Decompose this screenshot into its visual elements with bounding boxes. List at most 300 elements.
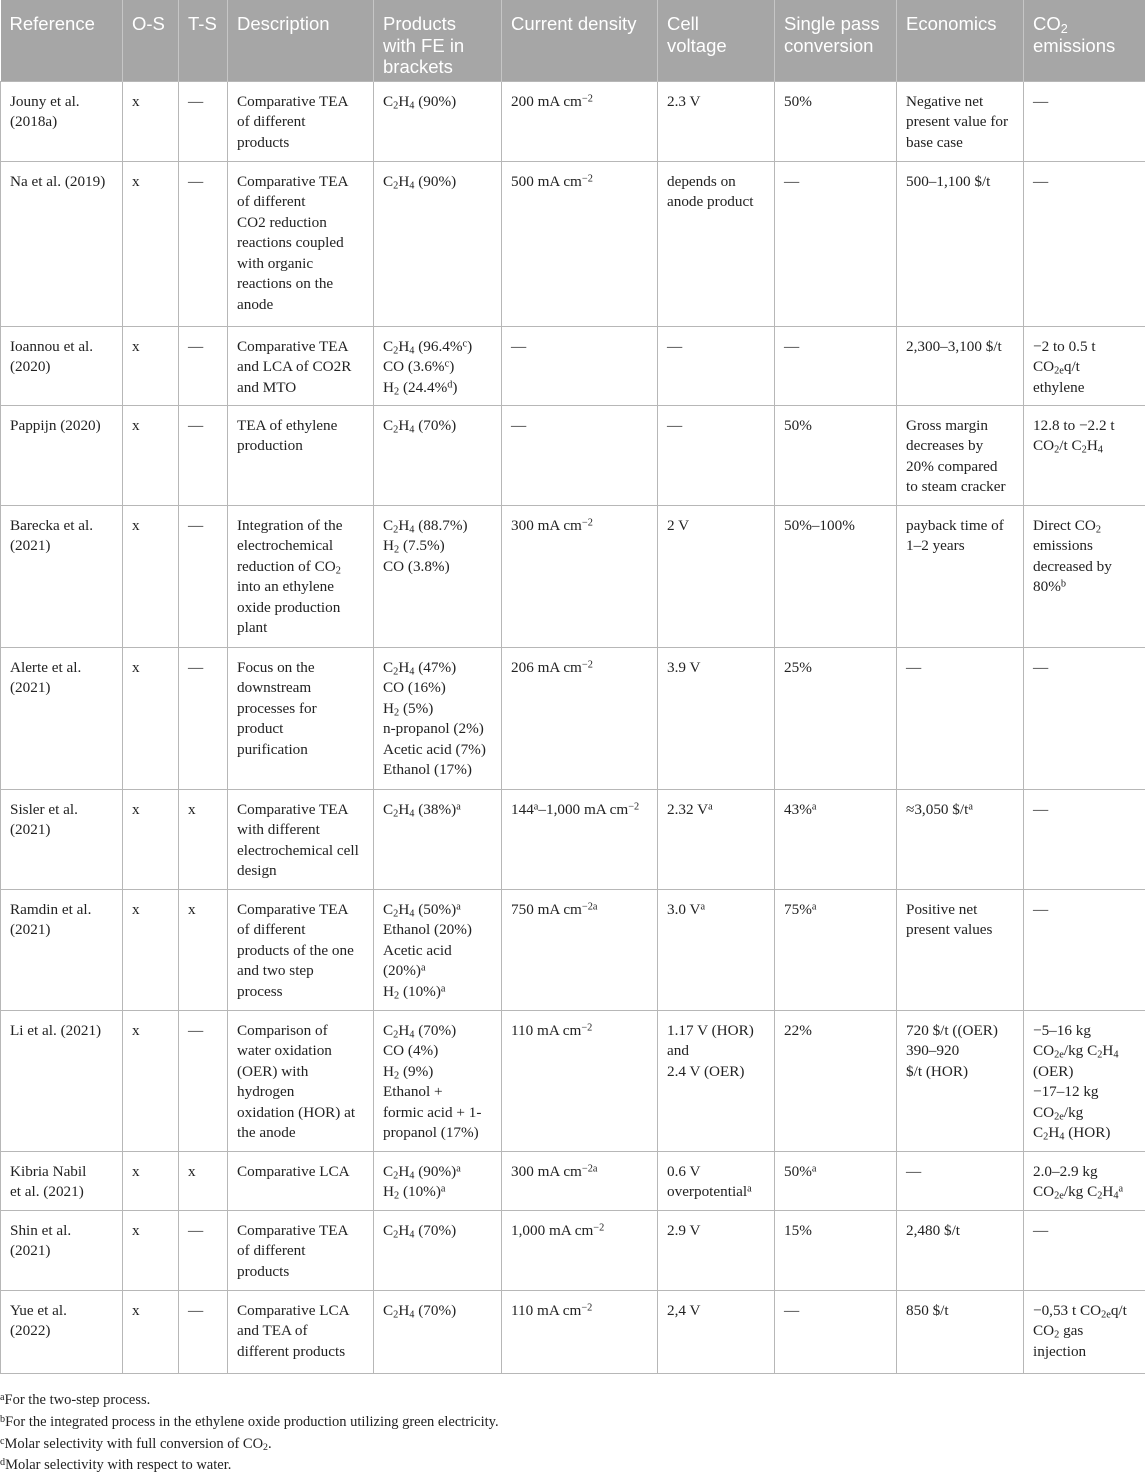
header-line: voltage bbox=[667, 35, 766, 57]
cell-line: (2021) bbox=[10, 536, 113, 557]
cell-line: products bbox=[237, 133, 364, 154]
cell-line: Direct $CO_2$ bbox=[1033, 516, 1136, 537]
header-products bbox=[374, 0, 502, 81]
cell-line: −2 to 0.5 t bbox=[1033, 337, 1136, 358]
cell-co2-emissions bbox=[1024, 647, 1145, 789]
cell-reference bbox=[1, 1210, 123, 1290]
cell-current-density bbox=[502, 1290, 658, 1373]
cell-line: $C_2H_4$ (96.4%$^c$) bbox=[383, 337, 492, 358]
cell-t-s bbox=[179, 1290, 228, 1373]
cell-line: x bbox=[132, 92, 169, 113]
cell-co2-emissions bbox=[1024, 326, 1145, 405]
header-line: Current density bbox=[511, 13, 649, 35]
cell-line: $H_2$ (5%) bbox=[383, 699, 492, 720]
cell-line: $CO_2$ gas bbox=[1033, 1321, 1136, 1342]
cell-economics bbox=[897, 1210, 1024, 1290]
cell-line: decreased by bbox=[1033, 557, 1136, 578]
cell-line: $C_2H_4$ (90%) bbox=[383, 92, 492, 113]
cell-cell-voltage bbox=[658, 647, 775, 789]
cell-line: $H_2$ (24.4%$^d$) bbox=[383, 378, 492, 399]
cell-reference bbox=[1, 647, 123, 789]
cell-line: 500–1,100 $/t bbox=[906, 172, 1014, 193]
cell-line: Kibria Nabil bbox=[10, 1162, 113, 1183]
cell-line: anode product bbox=[667, 192, 765, 213]
cell-o-s bbox=[123, 1210, 179, 1290]
cell-line: Li et al. (2021) bbox=[10, 1021, 113, 1042]
cell-single-pass-conversion bbox=[775, 789, 897, 889]
cell-line: Yue et al. bbox=[10, 1301, 113, 1322]
cell-current-density bbox=[502, 81, 658, 161]
cell-line: $CO_{2e}q/t$ bbox=[1033, 357, 1136, 378]
cell-line: products of the one bbox=[237, 941, 364, 962]
cell-line: 500 mA $cm^{-2}$ bbox=[511, 172, 648, 193]
cell-co2-emissions bbox=[1024, 1290, 1145, 1373]
cell-line: — bbox=[188, 416, 218, 437]
cell-products bbox=[374, 1010, 502, 1151]
header-line: Single pass bbox=[784, 13, 888, 35]
cell-line: $C_2H_4$ (90%) bbox=[383, 172, 492, 193]
cell-line: 300 mA $cm^{-2}$ bbox=[511, 516, 648, 537]
cell-line: $C_2H_4$ (88.7%) bbox=[383, 516, 492, 537]
cell-line: Barecka et al. bbox=[10, 516, 113, 537]
cell-cell-voltage bbox=[658, 505, 775, 647]
cell-line: of different bbox=[237, 920, 364, 941]
cell-line: reactions coupled bbox=[237, 233, 364, 254]
cell-cell-voltage bbox=[658, 326, 775, 405]
cell-cell-voltage bbox=[658, 1210, 775, 1290]
cell-line: — bbox=[1033, 1221, 1136, 1242]
cell-products bbox=[374, 1210, 502, 1290]
cell-products bbox=[374, 647, 502, 789]
cell-line: 2 V bbox=[667, 516, 765, 537]
cell-line: x bbox=[132, 658, 169, 679]
cell-line: Comparison of bbox=[237, 1021, 364, 1042]
cell-line: CO (3.8%) bbox=[383, 557, 492, 578]
cell-line: — bbox=[1033, 172, 1136, 193]
cell-line: $H_2$ (7.5%) bbox=[383, 536, 492, 557]
cell-t-s bbox=[179, 647, 228, 789]
cell-line: 20% compared bbox=[906, 457, 1014, 478]
cell-line: 2.3 V bbox=[667, 92, 765, 113]
table-row bbox=[1, 161, 1145, 326]
cell-current-density bbox=[502, 647, 658, 789]
cell-line: 2,480 $/t bbox=[906, 1221, 1014, 1242]
cell-line: x bbox=[132, 800, 169, 821]
cell-t-s bbox=[179, 161, 228, 326]
cell-line: Integration of the bbox=[237, 516, 364, 537]
cell-line: — bbox=[511, 416, 648, 437]
cell-line: products bbox=[237, 1262, 364, 1283]
cell-t-s bbox=[179, 889, 228, 1010]
cell-current-density bbox=[502, 1151, 658, 1210]
cell-reference bbox=[1, 1290, 123, 1373]
cell-co2-emissions bbox=[1024, 505, 1145, 647]
footnote: $^b$For the integrated process in the ethylene oxide production utilizing green electricity. bbox=[0, 1414, 499, 1431]
cell-line: Ethanol (17%) bbox=[383, 760, 492, 781]
table-row bbox=[1, 1290, 1145, 1373]
cell-line: with different bbox=[237, 820, 364, 841]
cell-current-density bbox=[502, 1210, 658, 1290]
cell-line: ethylene bbox=[1033, 378, 1136, 399]
header-reference bbox=[1, 0, 123, 81]
cell-line: ≈3,050 $\$/t^a$ bbox=[906, 800, 1014, 821]
cell-co2-emissions bbox=[1024, 405, 1145, 505]
cell-line: 720 $/t ((OER) bbox=[906, 1021, 1014, 1042]
cell-line: oxidation (HOR) at bbox=[237, 1103, 364, 1124]
cell-economics bbox=[897, 889, 1024, 1010]
cell-line: — bbox=[1033, 92, 1136, 113]
cell-reference bbox=[1, 161, 123, 326]
header-line: $CO_2$ bbox=[1033, 13, 1138, 35]
cell-line: decreases by bbox=[906, 436, 1014, 457]
header-line: Reference bbox=[10, 13, 115, 35]
cell-line: 2,300–3,100 $/t bbox=[906, 337, 1014, 358]
cell-line: x bbox=[132, 1162, 169, 1183]
header-row bbox=[1, 0, 1145, 81]
cell-line: $H_2$ (9%) bbox=[383, 1062, 492, 1083]
cell-line: Ramdin et al. bbox=[10, 900, 113, 921]
cell-line: $H_2$ $(10\%)^a$ bbox=[383, 982, 492, 1003]
cell-line: — bbox=[784, 337, 887, 358]
cell-line: into an ethylene bbox=[237, 577, 364, 598]
header-line: Products bbox=[383, 13, 493, 35]
cell-line: 300 mA $cm^{-2a}$ bbox=[511, 1162, 648, 1183]
cell-line: 1,000 mA $cm^{-2}$ bbox=[511, 1221, 648, 1242]
cell-line: 75%$^a$ bbox=[784, 900, 887, 921]
cell-line: 25% bbox=[784, 658, 887, 679]
cell-line: anode bbox=[237, 295, 364, 316]
table-row bbox=[1, 647, 1145, 789]
cell-line: 2.0–2.9 kg bbox=[1033, 1162, 1136, 1183]
header-single-pass-conversion bbox=[775, 0, 897, 81]
footnote: $^a$For the two-step process. bbox=[0, 1392, 150, 1409]
cell-cell-voltage bbox=[658, 1010, 775, 1151]
header-co2-emissions bbox=[1024, 0, 1145, 81]
cell-economics bbox=[897, 505, 1024, 647]
cell-line: — bbox=[1033, 658, 1136, 679]
cell-line: plant bbox=[237, 618, 364, 639]
cell-line: Gross margin bbox=[906, 416, 1014, 437]
cell-line: processes for bbox=[237, 699, 364, 720]
cell-line: of different bbox=[237, 192, 364, 213]
cell-reference bbox=[1, 326, 123, 405]
cell-description bbox=[228, 405, 374, 505]
cell-line: production bbox=[237, 436, 364, 457]
cell-line: — bbox=[188, 658, 218, 679]
cell-line: Jouny et al. bbox=[10, 92, 113, 113]
cell-line: (2021) bbox=[10, 820, 113, 841]
cell-line: $C_2H_4$ (47%) bbox=[383, 658, 492, 679]
cell-single-pass-conversion bbox=[775, 889, 897, 1010]
cell-economics bbox=[897, 647, 1024, 789]
cell-line: product bbox=[237, 719, 364, 740]
cell-products bbox=[374, 326, 502, 405]
cell-line: and LCA of CO2R bbox=[237, 357, 364, 378]
cell-description bbox=[228, 1210, 374, 1290]
cell-line: Positive net bbox=[906, 900, 1014, 921]
cell-line: — bbox=[188, 516, 218, 537]
cell-line: Negative net bbox=[906, 92, 1014, 113]
header-t-s bbox=[179, 0, 228, 81]
cell-line: Ethanol (20%) bbox=[383, 920, 492, 941]
cell-reference bbox=[1, 889, 123, 1010]
cell-single-pass-conversion bbox=[775, 81, 897, 161]
cell-line: Comparative TEA bbox=[237, 1221, 364, 1242]
cell-single-pass-conversion bbox=[775, 405, 897, 505]
cell-line: and two step bbox=[237, 961, 364, 982]
cell-cell-voltage bbox=[658, 161, 775, 326]
header-line: emissions bbox=[1033, 35, 1138, 57]
cell-line: — bbox=[188, 92, 218, 113]
cell-products bbox=[374, 1290, 502, 1373]
cell-line: with organic bbox=[237, 254, 364, 275]
cell-t-s bbox=[179, 81, 228, 161]
cell-line: Comparative TEA bbox=[237, 900, 364, 921]
cell-line: CO2 reduction bbox=[237, 213, 364, 234]
cell-reference bbox=[1, 1151, 123, 1210]
cell-description bbox=[228, 889, 374, 1010]
cell-line: — bbox=[667, 337, 765, 358]
cell-line: 50%$^a$ bbox=[784, 1162, 887, 1183]
cell-line: (OER) bbox=[1033, 1062, 1136, 1083]
cell-line: — bbox=[1033, 900, 1136, 921]
cell-o-s bbox=[123, 789, 179, 889]
cell-line: Pappijn (2020) bbox=[10, 416, 113, 437]
cell-current-density bbox=[502, 1010, 658, 1151]
cell-line: of different bbox=[237, 112, 364, 133]
cell-line: x bbox=[188, 1162, 218, 1183]
cell-single-pass-conversion bbox=[775, 1290, 897, 1373]
cell-reference bbox=[1, 405, 123, 505]
cell-line: propanol (17%) bbox=[383, 1123, 492, 1144]
cell-line: Sisler et al. bbox=[10, 800, 113, 821]
cell-line: downstream bbox=[237, 678, 364, 699]
cell-economics bbox=[897, 1010, 1024, 1151]
cell-line: the anode bbox=[237, 1123, 364, 1144]
table-row bbox=[1, 1210, 1145, 1290]
cell-line: Comparative LCA bbox=[237, 1162, 364, 1183]
header-line: T-S bbox=[188, 13, 219, 35]
table-row bbox=[1, 405, 1145, 505]
cell-line: 3.9 V bbox=[667, 658, 765, 679]
cell-line: (2018a) bbox=[10, 112, 113, 133]
cell-line: Comparative TEA bbox=[237, 172, 364, 193]
cell-line: Acetic acid bbox=[383, 941, 492, 962]
cell-line: different products bbox=[237, 1342, 364, 1363]
cell-products bbox=[374, 161, 502, 326]
cell-line: CO (4%) bbox=[383, 1041, 492, 1062]
cell-line: — bbox=[906, 658, 1014, 679]
cell-o-s bbox=[123, 81, 179, 161]
cell-line: $C_2H_4$ (HOR) bbox=[1033, 1123, 1136, 1144]
table-row bbox=[1, 1151, 1145, 1210]
cell-line: reduction of $CO_2$ bbox=[237, 557, 364, 578]
cell-co2-emissions bbox=[1024, 789, 1145, 889]
cell-line: 750 mA $cm^{-2a}$ bbox=[511, 900, 648, 921]
cell-current-density bbox=[502, 505, 658, 647]
cell-line: Comparative LCA bbox=[237, 1301, 364, 1322]
cell-line: Comparative TEA bbox=[237, 800, 364, 821]
cell-products bbox=[374, 505, 502, 647]
cell-line: Na et al. (2019) bbox=[10, 172, 113, 193]
cell-line: x bbox=[132, 416, 169, 437]
cell-line: present values bbox=[906, 920, 1014, 941]
cell-t-s bbox=[179, 326, 228, 405]
cell-cell-voltage bbox=[658, 1290, 775, 1373]
cell-o-s bbox=[123, 161, 179, 326]
cell-line: x bbox=[132, 337, 169, 358]
cell-line: (2021) bbox=[10, 678, 113, 699]
cell-o-s bbox=[123, 1290, 179, 1373]
cell-products bbox=[374, 889, 502, 1010]
cell-reference bbox=[1, 1010, 123, 1151]
cell-line: — bbox=[667, 416, 765, 437]
table-row bbox=[1, 505, 1145, 647]
cell-line: 43%$^a$ bbox=[784, 800, 887, 821]
cell-products bbox=[374, 81, 502, 161]
cell-single-pass-conversion bbox=[775, 161, 897, 326]
cell-description bbox=[228, 789, 374, 889]
cell-line: x bbox=[132, 516, 169, 537]
cell-line: to steam cracker bbox=[906, 477, 1014, 498]
cell-description bbox=[228, 1151, 374, 1210]
cell-economics bbox=[897, 405, 1024, 505]
cell-line: emissions bbox=[1033, 536, 1136, 557]
cell-economics bbox=[897, 326, 1024, 405]
cell-line: x bbox=[188, 900, 218, 921]
cell-o-s bbox=[123, 1010, 179, 1151]
cell-line: $C_2H_4$ $(90\%)^a$ bbox=[383, 1162, 492, 1183]
cell-line: $CO_{2e}/kg$ $C_2H_4^a$ bbox=[1033, 1182, 1136, 1203]
cell-line: 390–920 bbox=[906, 1041, 1014, 1062]
cell-line: n-propanol (2%) bbox=[383, 719, 492, 740]
cell-description bbox=[228, 326, 374, 405]
cell-line: 2.9 V bbox=[667, 1221, 765, 1242]
cell-current-density bbox=[502, 161, 658, 326]
cell-line: Comparative TEA bbox=[237, 337, 364, 358]
cell-co2-emissions bbox=[1024, 889, 1145, 1010]
cell-line: base case bbox=[906, 133, 1014, 154]
cell-line: 2.32 $V^a$ bbox=[667, 800, 765, 821]
cell-line: 12.8 to −2.2 t bbox=[1033, 416, 1136, 437]
cell-co2-emissions bbox=[1024, 1210, 1145, 1290]
cell-description bbox=[228, 1290, 374, 1373]
table-row bbox=[1, 889, 1145, 1010]
cell-line: 15% bbox=[784, 1221, 887, 1242]
table-row bbox=[1, 326, 1145, 405]
cell-products bbox=[374, 405, 502, 505]
header-line: Economics bbox=[906, 13, 1015, 35]
cell-line: $CO_{2e}/kg$ $C_2H_4$ bbox=[1033, 1041, 1136, 1062]
cell-line: 144$^a$–1,000 mA $cm^{-2}$ bbox=[511, 800, 648, 821]
cell-line: — bbox=[906, 1162, 1014, 1183]
cell-economics bbox=[897, 1290, 1024, 1373]
cell-t-s bbox=[179, 1010, 228, 1151]
cell-o-s bbox=[123, 326, 179, 405]
cell-current-density bbox=[502, 326, 658, 405]
cell-reference bbox=[1, 789, 123, 889]
cell-single-pass-conversion bbox=[775, 326, 897, 405]
cell-line: 206 mA $cm^{-2}$ bbox=[511, 658, 648, 679]
cell-t-s bbox=[179, 1210, 228, 1290]
cell-line: — bbox=[188, 172, 218, 193]
cell-line: 80%$^b$ bbox=[1033, 577, 1136, 598]
cell-line: $C_2H_4$ $(38\%)^a$ bbox=[383, 800, 492, 821]
cell-line: (2020) bbox=[10, 357, 113, 378]
cell-line: present value for bbox=[906, 112, 1014, 133]
cell-t-s bbox=[179, 405, 228, 505]
cell-line: — bbox=[511, 337, 648, 358]
cell-economics bbox=[897, 161, 1024, 326]
cell-reference bbox=[1, 505, 123, 647]
cell-economics bbox=[897, 81, 1024, 161]
cell-line: 50%–100% bbox=[784, 516, 887, 537]
cell-line: x bbox=[132, 1301, 169, 1322]
cell-line: 1.17 V (HOR) bbox=[667, 1021, 765, 1042]
footnote: $^c$Molar selectivity with full conversion of $CO_2$. bbox=[0, 1436, 272, 1453]
cell-line: $(20\%)^a$ bbox=[383, 961, 492, 982]
table-row bbox=[1, 81, 1145, 161]
cell-line: 110 mA $cm^{-2}$ bbox=[511, 1021, 648, 1042]
cell-single-pass-conversion bbox=[775, 647, 897, 789]
cell-reference bbox=[1, 81, 123, 161]
cell-economics bbox=[897, 789, 1024, 889]
cell-products bbox=[374, 1151, 502, 1210]
cell-current-density bbox=[502, 789, 658, 889]
cell-cell-voltage bbox=[658, 405, 775, 505]
cell-o-s bbox=[123, 889, 179, 1010]
cell-line: electrochemical cell bbox=[237, 841, 364, 862]
cell-line: — bbox=[784, 172, 887, 193]
cell-line: x bbox=[132, 172, 169, 193]
table-row bbox=[1, 1010, 1145, 1151]
cell-current-density bbox=[502, 889, 658, 1010]
cell-line: formic acid + 1- bbox=[383, 1103, 492, 1124]
header-description bbox=[228, 0, 374, 81]
cell-line: — bbox=[1033, 800, 1136, 821]
header-line: with FE in bbox=[383, 35, 493, 57]
cell-line: oxide production bbox=[237, 598, 364, 619]
cell-line: TEA of ethylene bbox=[237, 416, 364, 437]
cell-line: and TEA of bbox=[237, 1321, 364, 1342]
cell-line: design bbox=[237, 861, 364, 882]
cell-line: $C_2H_4$ (70%) bbox=[383, 1221, 492, 1242]
cell-line: overpotential$^a$ bbox=[667, 1182, 765, 1203]
cell-o-s bbox=[123, 405, 179, 505]
cell-line: 0.6 V bbox=[667, 1162, 765, 1183]
cell-single-pass-conversion bbox=[775, 1210, 897, 1290]
cell-line: Ioannou et al. bbox=[10, 337, 113, 358]
cell-line: $C_2H_4$ (70%) bbox=[383, 1301, 492, 1322]
header-line: O-S bbox=[132, 13, 170, 35]
cell-line: Focus on the bbox=[237, 658, 364, 679]
cell-line: x bbox=[132, 900, 169, 921]
header-line: Cell bbox=[667, 13, 766, 35]
cell-line: — bbox=[188, 1301, 218, 1322]
cell-line: x bbox=[132, 1021, 169, 1042]
cell-line: $CO_{2e}/kg$ bbox=[1033, 1103, 1136, 1124]
cell-line: hydrogen bbox=[237, 1082, 364, 1103]
cell-single-pass-conversion bbox=[775, 1010, 897, 1151]
cell-cell-voltage bbox=[658, 81, 775, 161]
table-body bbox=[1, 81, 1145, 1373]
cell-line: — bbox=[188, 1021, 218, 1042]
cell-line: $/t (HOR) bbox=[906, 1062, 1014, 1083]
cell-o-s bbox=[123, 505, 179, 647]
cell-description bbox=[228, 1010, 374, 1151]
header-current-density bbox=[502, 0, 658, 81]
cell-line: and MTO bbox=[237, 378, 364, 399]
